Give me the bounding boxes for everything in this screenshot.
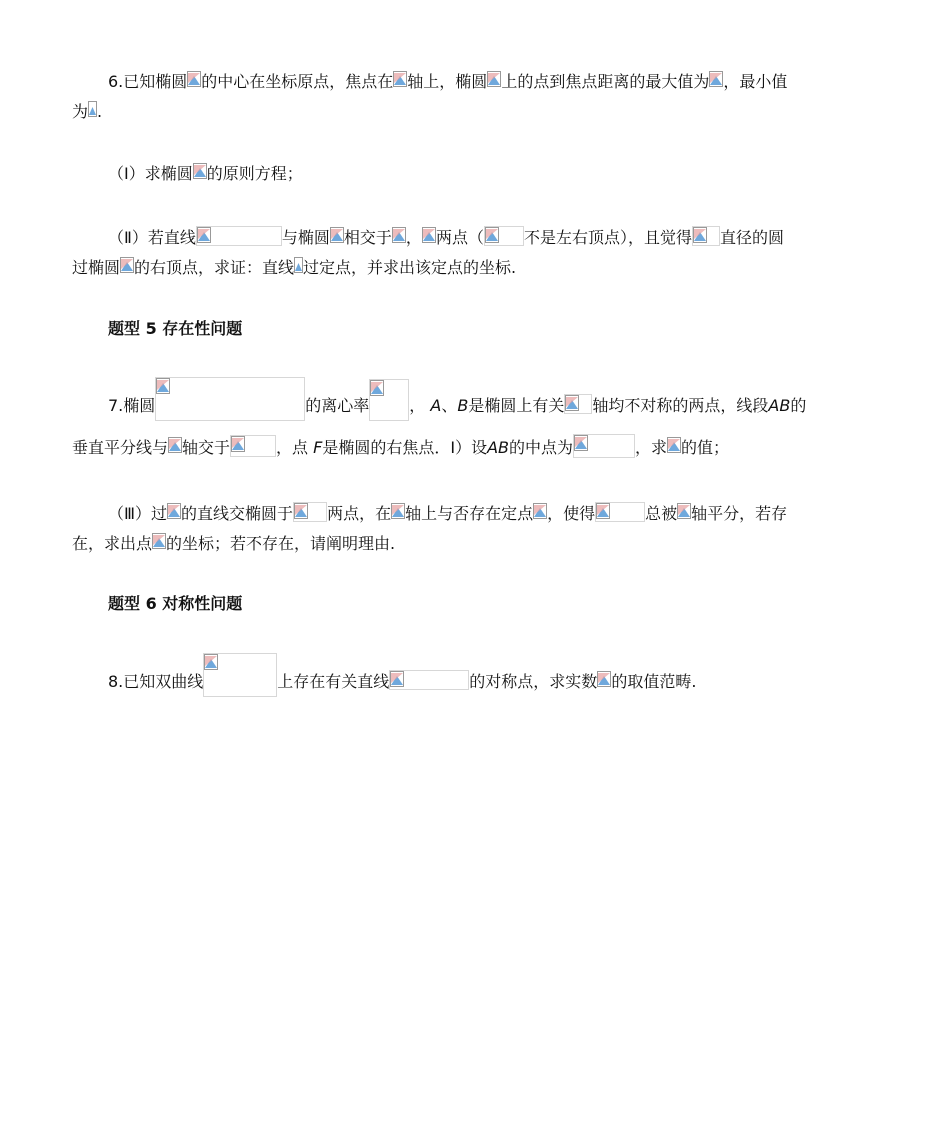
broken-image-icon	[487, 71, 501, 87]
text: 的原则方程；	[206, 164, 303, 183]
text: 垂直平分线与	[72, 438, 169, 457]
broken-image-icon	[370, 380, 384, 396]
broken-image-icon	[597, 671, 611, 687]
broken-image-icon	[168, 437, 182, 453]
text: 上存在有关直线	[277, 672, 390, 691]
formula-image	[203, 653, 277, 697]
section-heading-5: 题型 5 存在性问题	[108, 319, 243, 338]
text: 的对称点，求实数	[469, 672, 598, 691]
q7-part-3-line-2	[72, 528, 882, 560]
text: AB	[768, 396, 791, 415]
q6-line-1	[72, 66, 882, 98]
formula-image	[88, 101, 97, 117]
text: 8.已知双曲线	[108, 672, 204, 691]
text: 在，求出点	[72, 534, 153, 553]
text: 两点（	[435, 228, 484, 247]
text: ，使得	[547, 504, 596, 523]
text: 的	[790, 396, 807, 415]
q6-part-2-line-2	[72, 252, 882, 284]
text: 6.已知椭圆	[108, 72, 188, 91]
broken-image-icon	[294, 257, 303, 273]
formula-image	[677, 503, 691, 519]
text: 为	[72, 102, 89, 121]
q6-line-2	[72, 96, 882, 128]
text: 轴交于	[182, 438, 231, 457]
formula-image	[168, 437, 182, 453]
text: ，求	[635, 438, 668, 457]
text: 相交于	[343, 228, 392, 247]
formula-image	[196, 226, 282, 246]
text: 直径的圆	[719, 228, 784, 247]
formula-image	[193, 163, 207, 179]
q7-line-2	[72, 432, 882, 464]
text: A	[430, 396, 442, 415]
text: ，点	[276, 438, 309, 457]
broken-image-icon	[197, 227, 211, 243]
formula-image	[422, 227, 436, 243]
text: 是椭圆的右焦点．Ⅰ）设	[322, 438, 488, 457]
broken-image-icon	[667, 437, 681, 453]
text: 、	[441, 396, 458, 415]
broken-image-icon	[485, 227, 499, 243]
broken-image-icon	[330, 227, 344, 243]
formula-image	[667, 437, 681, 453]
broken-image-icon	[193, 163, 207, 179]
broken-image-icon	[390, 671, 404, 687]
q7-line-1	[108, 377, 918, 430]
formula-image	[692, 226, 720, 246]
text: 的取值范畴.	[611, 672, 697, 691]
section-heading-6: 题型 6 对称性问题	[108, 594, 243, 613]
q6-part-1	[108, 158, 918, 190]
broken-image-icon	[693, 227, 707, 243]
formula-image	[187, 71, 201, 87]
text: 的值；	[681, 438, 730, 457]
text: 的右顶点，求证：直线	[134, 258, 295, 277]
broken-image-icon	[393, 71, 407, 87]
text: 轴均不对称的两点，线段	[592, 396, 769, 415]
broken-image-icon	[709, 71, 723, 87]
formula-image	[484, 226, 524, 246]
text: AB	[487, 438, 509, 457]
broken-image-icon	[574, 435, 588, 451]
formula-image	[369, 379, 409, 421]
text: 上的点到焦点距离的最大值为	[501, 72, 710, 91]
text: （Ⅰ）求椭圆	[108, 164, 193, 183]
broken-image-icon	[167, 503, 181, 519]
q7-part-3	[108, 498, 918, 530]
text: 轴平分，若存	[691, 504, 788, 523]
broken-image-icon	[204, 654, 218, 670]
text: 轴上与否存在定点	[405, 504, 534, 523]
text: 的离心率	[305, 396, 370, 415]
formula-image	[120, 257, 134, 273]
text: （Ⅱ）若直线	[108, 228, 196, 247]
text: 的中点为	[509, 438, 574, 457]
text: 的直线交椭圆于	[181, 504, 294, 523]
q8-line-1	[108, 653, 918, 706]
text: 总被	[645, 504, 678, 523]
formula-image	[294, 257, 303, 273]
text: 过定点，并求出该定点的坐标.	[303, 258, 517, 277]
q6-part-2	[108, 222, 918, 254]
text: B	[457, 396, 469, 415]
broken-image-icon	[231, 436, 245, 452]
broken-image-icon	[533, 503, 547, 519]
broken-image-icon	[156, 378, 170, 394]
formula-image	[597, 671, 611, 687]
text: （Ⅲ）过	[108, 504, 168, 523]
text: 不是左右顶点），且觉得	[523, 228, 692, 247]
broken-image-icon	[677, 503, 691, 519]
formula-image	[533, 503, 547, 519]
broken-image-icon	[152, 533, 166, 549]
formula-image	[392, 227, 406, 243]
broken-image-icon	[187, 71, 201, 87]
broken-image-icon	[120, 257, 134, 273]
text: 两点，在	[327, 504, 392, 523]
formula-image	[152, 533, 166, 549]
text: 与椭圆	[281, 228, 330, 247]
text: F	[313, 438, 323, 457]
broken-image-icon	[422, 227, 436, 243]
formula-image	[564, 394, 592, 414]
broken-image-icon	[391, 503, 405, 519]
text: ，	[409, 396, 426, 415]
text: 的中心在坐标原点，焦点在	[201, 72, 394, 91]
formula-image	[155, 377, 305, 421]
text: 轴上，椭圆	[407, 72, 488, 91]
formula-image	[595, 502, 645, 522]
text: 的坐标；若不存在，请阐明理由.	[166, 534, 396, 553]
formula-image	[393, 71, 407, 87]
formula-image	[330, 227, 344, 243]
text: 是椭圆上有关	[468, 396, 565, 415]
broken-image-icon	[88, 101, 97, 117]
formula-image	[391, 503, 405, 519]
formula-image	[293, 502, 327, 522]
broken-image-icon	[565, 395, 579, 411]
text: 过椭圆	[72, 258, 121, 277]
formula-image	[573, 434, 635, 458]
formula-image	[389, 670, 469, 690]
formula-image	[487, 71, 501, 87]
broken-image-icon	[294, 503, 308, 519]
broken-image-icon	[392, 227, 406, 243]
formula-image	[709, 71, 723, 87]
broken-image-icon	[596, 503, 610, 519]
formula-image	[167, 503, 181, 519]
text: .	[97, 102, 103, 121]
formula-image	[230, 435, 276, 457]
text: ，	[405, 228, 422, 247]
text: 7.椭圆	[108, 396, 156, 415]
text: ，最小值	[723, 72, 788, 91]
